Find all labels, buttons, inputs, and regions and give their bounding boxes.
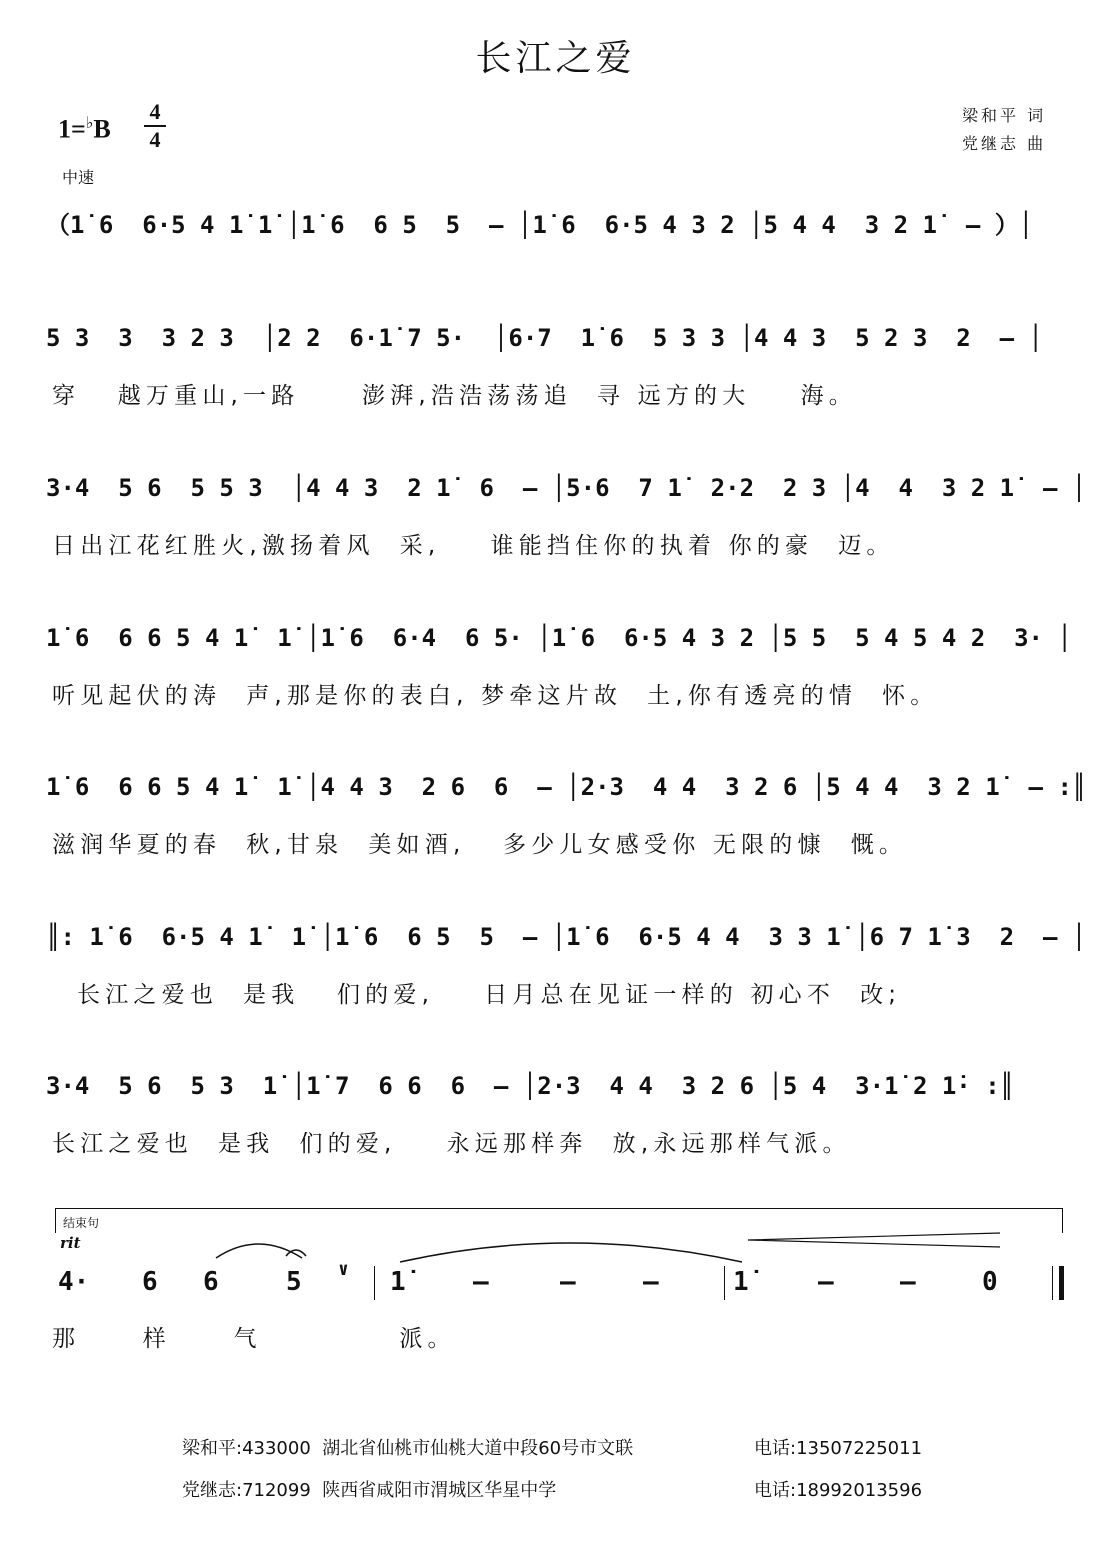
contact-address: 梁和平:433000 湖北省仙桃市仙桃大道中段60号市文联 [182,1438,634,1459]
slur [400,1243,742,1262]
contact-row [182,1470,923,1512]
final-barline-thick [1059,1266,1064,1300]
staff-row-6 [46,917,1087,981]
ending-note: – [560,1267,576,1297]
ending-slurs [210,1226,1010,1270]
key-note: B [93,114,111,144]
staff-row-1 [46,205,1076,269]
time-bottom: 4 [149,127,161,152]
contact-phone: 电话:18992013596 [754,1480,923,1501]
notation-line: 3·4 5 6 5 3 1̇ │1̇ 7 6 6 6 – │2·3 4 4 3 2 6 │5 4 3·1̇ 2 1̇· :║ [46,1072,1015,1100]
ending-lyric-line: 那 样 气 派。 [52,1326,456,1352]
notation-line: ║: 1̇ 6 6·5 4 1̇ 1̇ │1̇ 6 6 5 5 – │1̇ 6 6·5 4 4 3 3 1̇ │6 7 1̇ 3 2 – │ [46,923,1087,951]
ending-note: – [473,1267,489,1297]
breath-mark: ∨ [338,1259,349,1280]
notation-line: 1̇ 6 6 6 5 4 1̇ 1̇ │1̇ 6 6·4 6 5· │1̇ 6 6·5 4 3 2 │5 5 5 4 5 4 2 3· │ [46,624,1072,652]
staff-row-3 [46,468,1087,532]
contact-footer [182,1428,923,1512]
ending-note: 6 [203,1267,219,1297]
ending-label: 结束句 [63,1216,100,1230]
contact-phone: 电话:13507225011 [754,1438,923,1459]
song-title: 长江之爱 [475,38,636,79]
key-signature [58,104,111,150]
barline [724,1266,725,1300]
staff-row-7 [46,1066,1076,1130]
lyric-line: 长江之爱也 是我 们的爱, 永远那样奔 放,永远那样气派。 [52,1131,851,1157]
slur [216,1244,302,1258]
ending-note: – [818,1267,834,1297]
notation-line: 1̇ 6 6 6 5 4 1̇ 1̇ │4 4 3 2 6 6 – │2·3 4 4 3 2 6 │5 4 4 3 2 1̇ – :║ [46,773,1087,801]
key-label: 1= [58,114,86,144]
ending-note: 5 [286,1267,302,1297]
staff-row-4 [46,618,1076,682]
time-signature [144,100,166,152]
flat-sign: ♭ [85,115,94,132]
notation-line: （1̇ 6 6·5 4 1̇ 1̇ │1̇ 6 6 5 5 – │1̇ 6 6·5 4 3 2 │5 4 4 3 2 1̇ – ）│ [46,211,1034,239]
ending-note: 0 [982,1267,998,1297]
tempo-marking: 中速 [62,168,95,187]
diminuendo-hairpin [748,1233,1000,1247]
contact-address: 党继志:712099 陕西省咸阳市渭城区华星中学 [182,1480,557,1501]
ending-note: 1̇ [733,1267,749,1297]
lyric-line: 听见起伏的涛 声,那是你的表白, 梦牵这片故 土,你有透亮的情 怀。 [52,683,939,709]
lyricist: 梁和平 词 [962,106,1047,125]
lyric-line: 滋润华夏的春 秋,甘泉 美如酒, 多少儿女感受你 无限的慷 慨。 [52,832,908,858]
ending-note: – [643,1267,659,1297]
ending-note: 1̇ [390,1267,406,1297]
contact-row [182,1428,923,1470]
staff-row-2 [46,318,1076,382]
lyric-line: 长江之爱也 是我 们的爱, 日月总在见证一样的 初心不 改; [52,982,902,1008]
lyric-line: 穿 越万重山,一路 澎湃,浩浩荡荡追 寻 远方的大 海。 [52,383,857,409]
final-barline-thin [1052,1266,1053,1300]
lyric-line: 日出江花红胜火,激扬着风 采, 谁能挡住你的执着 你的豪 迈。 [52,533,895,559]
notation-line: 3·4 5 6 5 5 3 │4 4 3 2 1̇ 6 – │5·6 7 1̇ 2·2 2 3 │4 4 3 2 1̇ – │ [46,474,1087,502]
ending-note: 4· [58,1267,90,1297]
composer: 党继志 曲 [962,134,1047,153]
credits [962,102,1082,158]
ending-note: – [900,1267,916,1297]
staff-row-5 [46,767,1087,831]
ending-note: 6 [142,1267,158,1297]
notation-line: 5 3 3 3 2 3 │2 2 6·1̇ 7 5· │6·7 1̇ 6 5 3 3 │4 4 3 5 2 3 2 – │ [46,324,1043,352]
ritardando-mark: rit [60,1234,81,1252]
time-top: 4 [149,99,161,124]
barline [374,1266,375,1300]
